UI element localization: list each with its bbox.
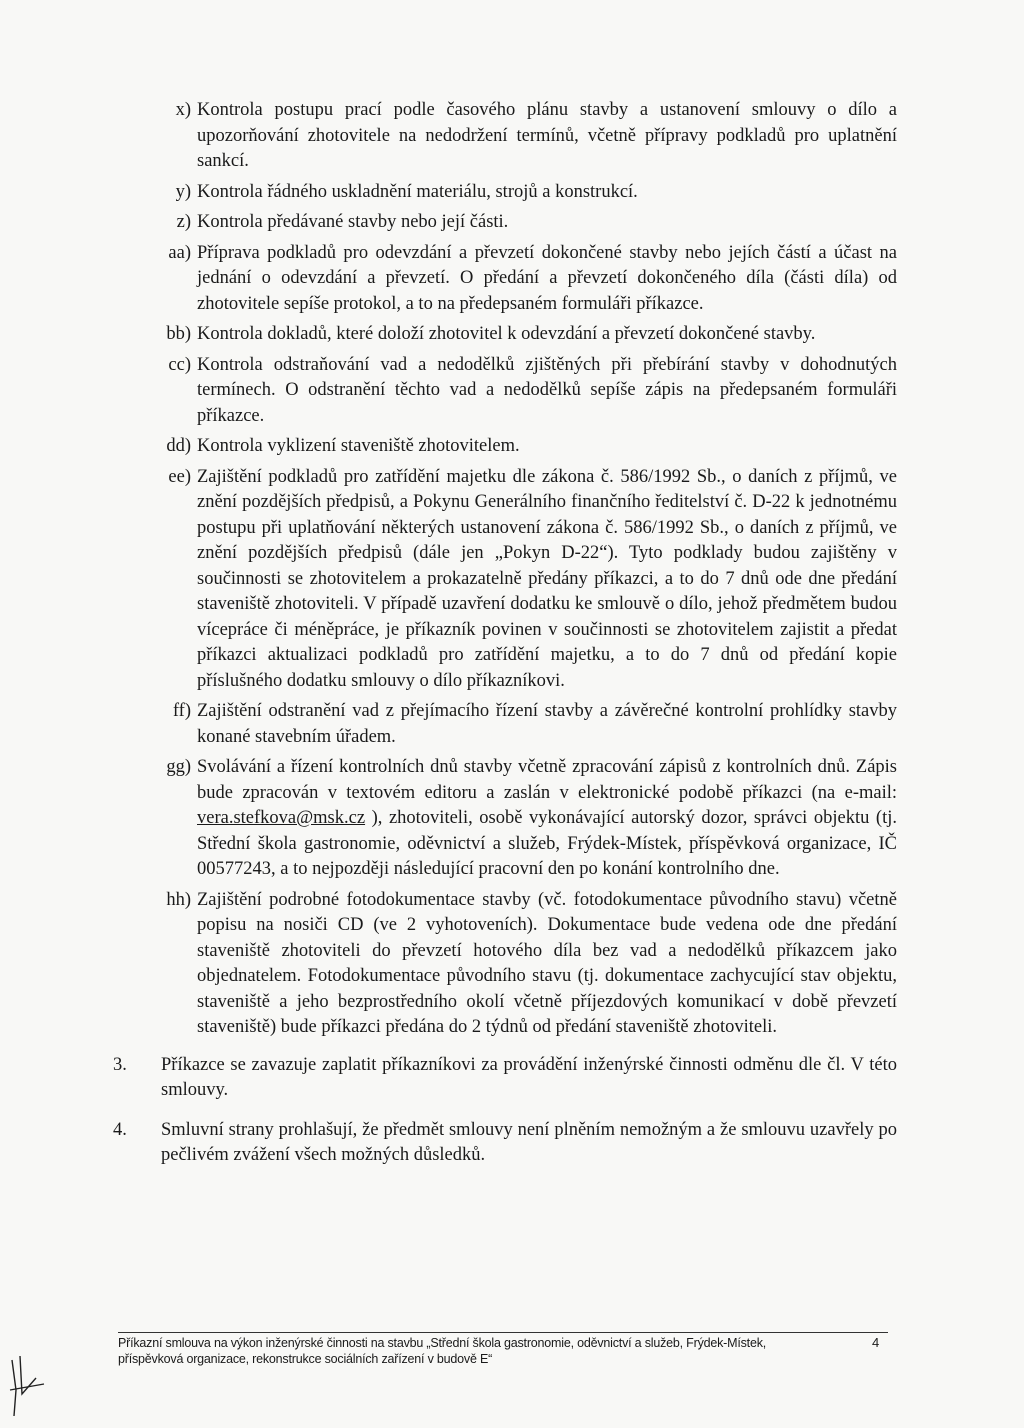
page-number: 4 bbox=[872, 1335, 880, 1350]
list-item bbox=[155, 755, 897, 883]
list-item bbox=[155, 180, 897, 206]
list-item bbox=[155, 98, 897, 175]
item-text: Kontrola předávané stavby nebo její části. bbox=[197, 212, 509, 232]
list-item bbox=[155, 434, 897, 460]
numbered-paragraph bbox=[113, 1118, 897, 1169]
item-marker: aa) bbox=[168, 242, 191, 263]
item-marker: gg) bbox=[166, 757, 191, 777]
list-item bbox=[155, 465, 897, 695]
list-item bbox=[155, 241, 897, 318]
item-text-before-email: Svolávání a řízení kontrolních dnů stavby včetně zpracování zápisů z kontrolních dnů. Zápis bude zpracován v textovém editoru a zaslán v elektronické podobě příkazci (na e-mail: bbox=[197, 757, 897, 803]
item-text: Kontrola dokladů, které doloží zhotovitel k odevzdání a převzetí dokončené stavby. bbox=[197, 324, 816, 344]
item-marker: bb) bbox=[166, 324, 191, 344]
item-marker: y) bbox=[175, 181, 191, 202]
handwritten-initials-icon bbox=[6, 1350, 52, 1420]
item-marker: ff) bbox=[172, 701, 191, 721]
item-text: Zajištění podrobné fotodokumentace stavby (vč. fotodokumentace původního stavu) včetně popisu na nosiči CD (ve 2 vyhotoveních). Dokumentace bude vedena ode dne předání staveniště zhotoviteli do převzetí hotového díla bez vad a nedodělků příkazcem jako objednatelem. Fotodokumentace původního stavu (tj. dokumentace zachycující stav objektu, staveniště a jeho bezprostředního okolí včetně příjezdových komunikací v době převzetí staveniště) bude příkazci předána do 2 týdnů od předání staveniště zhotoviteli. bbox=[197, 889, 897, 1037]
item-text-after-email: ), zhotoviteli, osobě vykonávající autorský dozor, správci objektu (tj. Střední škola gastronomie, oděvnictví a služeb, Frýdek-Místek, příspěvková organizace, IČ 00577243, a to nejpozději následující pracovní den po konání kontrolního dne. bbox=[197, 808, 897, 879]
footer-divider bbox=[118, 1332, 888, 1333]
item-text: Kontrola řádného uskladnění materiálu, strojů a konstrukcí. bbox=[197, 181, 638, 202]
item-text: Zajištění podkladů pro zatřídění majetku dle zákona č. 586/1992 Sb., o daních z příjmů, ve znění pozdějších předpisů, a Pokynu Generálního finančního ředitelství č. D-22 k jednotnému postupu při uplatňování některých ustanovení zákona č. 586/1992 Sb., o daních z příjmů, ve znění pozdějších předpisů (dále jen „Pokyn D-22“). Tyto podklady budou zajištěny v součinnosti se zhotovitelem a prokazatelně předány příkazci, a to do 7 dnů ode dne předání staveniště zhotoviteli. V případě uzavření dodatku ke smlouvě o dílo, jehož předmětem budou vícepráce či méněpráce, je příkazník povinen v součinnosti se zhotovitelem zajistit a předat příkazci aktualizaci podkladů pro zatřídění majetku, a to do 7 dnů od předání kopie příslušného dodatku smlouvy o dílo příkazníkovi. bbox=[197, 466, 897, 691]
item-marker: hh) bbox=[166, 889, 191, 910]
item-marker: x) bbox=[175, 100, 191, 120]
item-marker: ee) bbox=[168, 466, 191, 487]
item-marker: cc) bbox=[168, 354, 191, 375]
paragraph-number: 3. bbox=[113, 1054, 127, 1075]
item-text: Zajištění odstranění vad z přejímacího řízení stavby a závěrečné kontrolní prohlídky stavby konané stavebním úřadem. bbox=[197, 701, 897, 747]
item-text: Kontrola vyklizení staveniště zhotovitelem. bbox=[197, 436, 520, 456]
paragraph-text: Příkazce se zavazuje zaplatit příkazníkovi za provádění inženýrské činnosti odměnu dle čl. V této smlouvy. bbox=[161, 1054, 897, 1100]
contract-body bbox=[113, 98, 897, 1169]
item-marker: dd) bbox=[166, 436, 191, 456]
list-item bbox=[155, 210, 897, 236]
paragraph-number: 4. bbox=[113, 1119, 127, 1140]
list-item bbox=[155, 699, 897, 750]
email-link[interactable]: vera.stefkova@msk.cz bbox=[197, 808, 366, 828]
paragraph-text: Smluvní strany prohlašují, že předmět smlouvy není plněním nemožným a že smlouvu uzavřely po pečlivém zvážení všech možných důsledků. bbox=[161, 1119, 897, 1165]
list-item bbox=[155, 322, 897, 348]
numbered-paragraph bbox=[113, 1053, 897, 1104]
item-marker: z) bbox=[176, 212, 191, 232]
item-text: Kontrola postupu prací podle časového plánu stavby a ustanovení smlouvy o dílo a upozorňování zhotovitele na nedodržení termínů, včetně přípravy podkladů pro uplatnění sankcí. bbox=[197, 100, 897, 171]
footer-text: Příkazní smlouva na výkon inženýrské činnosti na stavbu „Střední škola gastronomie, oděvnictví a služeb, Frýdek-Místek, příspěvková organizace, rekonstrukce sociálních zařízení v budově E“ bbox=[118, 1336, 767, 1366]
item-text: Příprava podkladů pro odevzdání a převzetí dokončené stavby nebo jejích částí a účast na jednání o odevzdání a převzetí. O předání a převzetí dokončeného díla (části díla) od zhotovitele sepíše protokol, a to na předepsaném formuláři příkazce. bbox=[197, 242, 897, 314]
list-item bbox=[155, 888, 897, 1041]
list-item bbox=[155, 353, 897, 430]
item-text: Kontrola odstraňování vad a nedodělků zjištěných při přebírání stavby v dohodnutých termínech. O odstranění těchto vad a nedodělků sepíše zápis na předepsaném formuláři příkazce. bbox=[197, 354, 897, 426]
